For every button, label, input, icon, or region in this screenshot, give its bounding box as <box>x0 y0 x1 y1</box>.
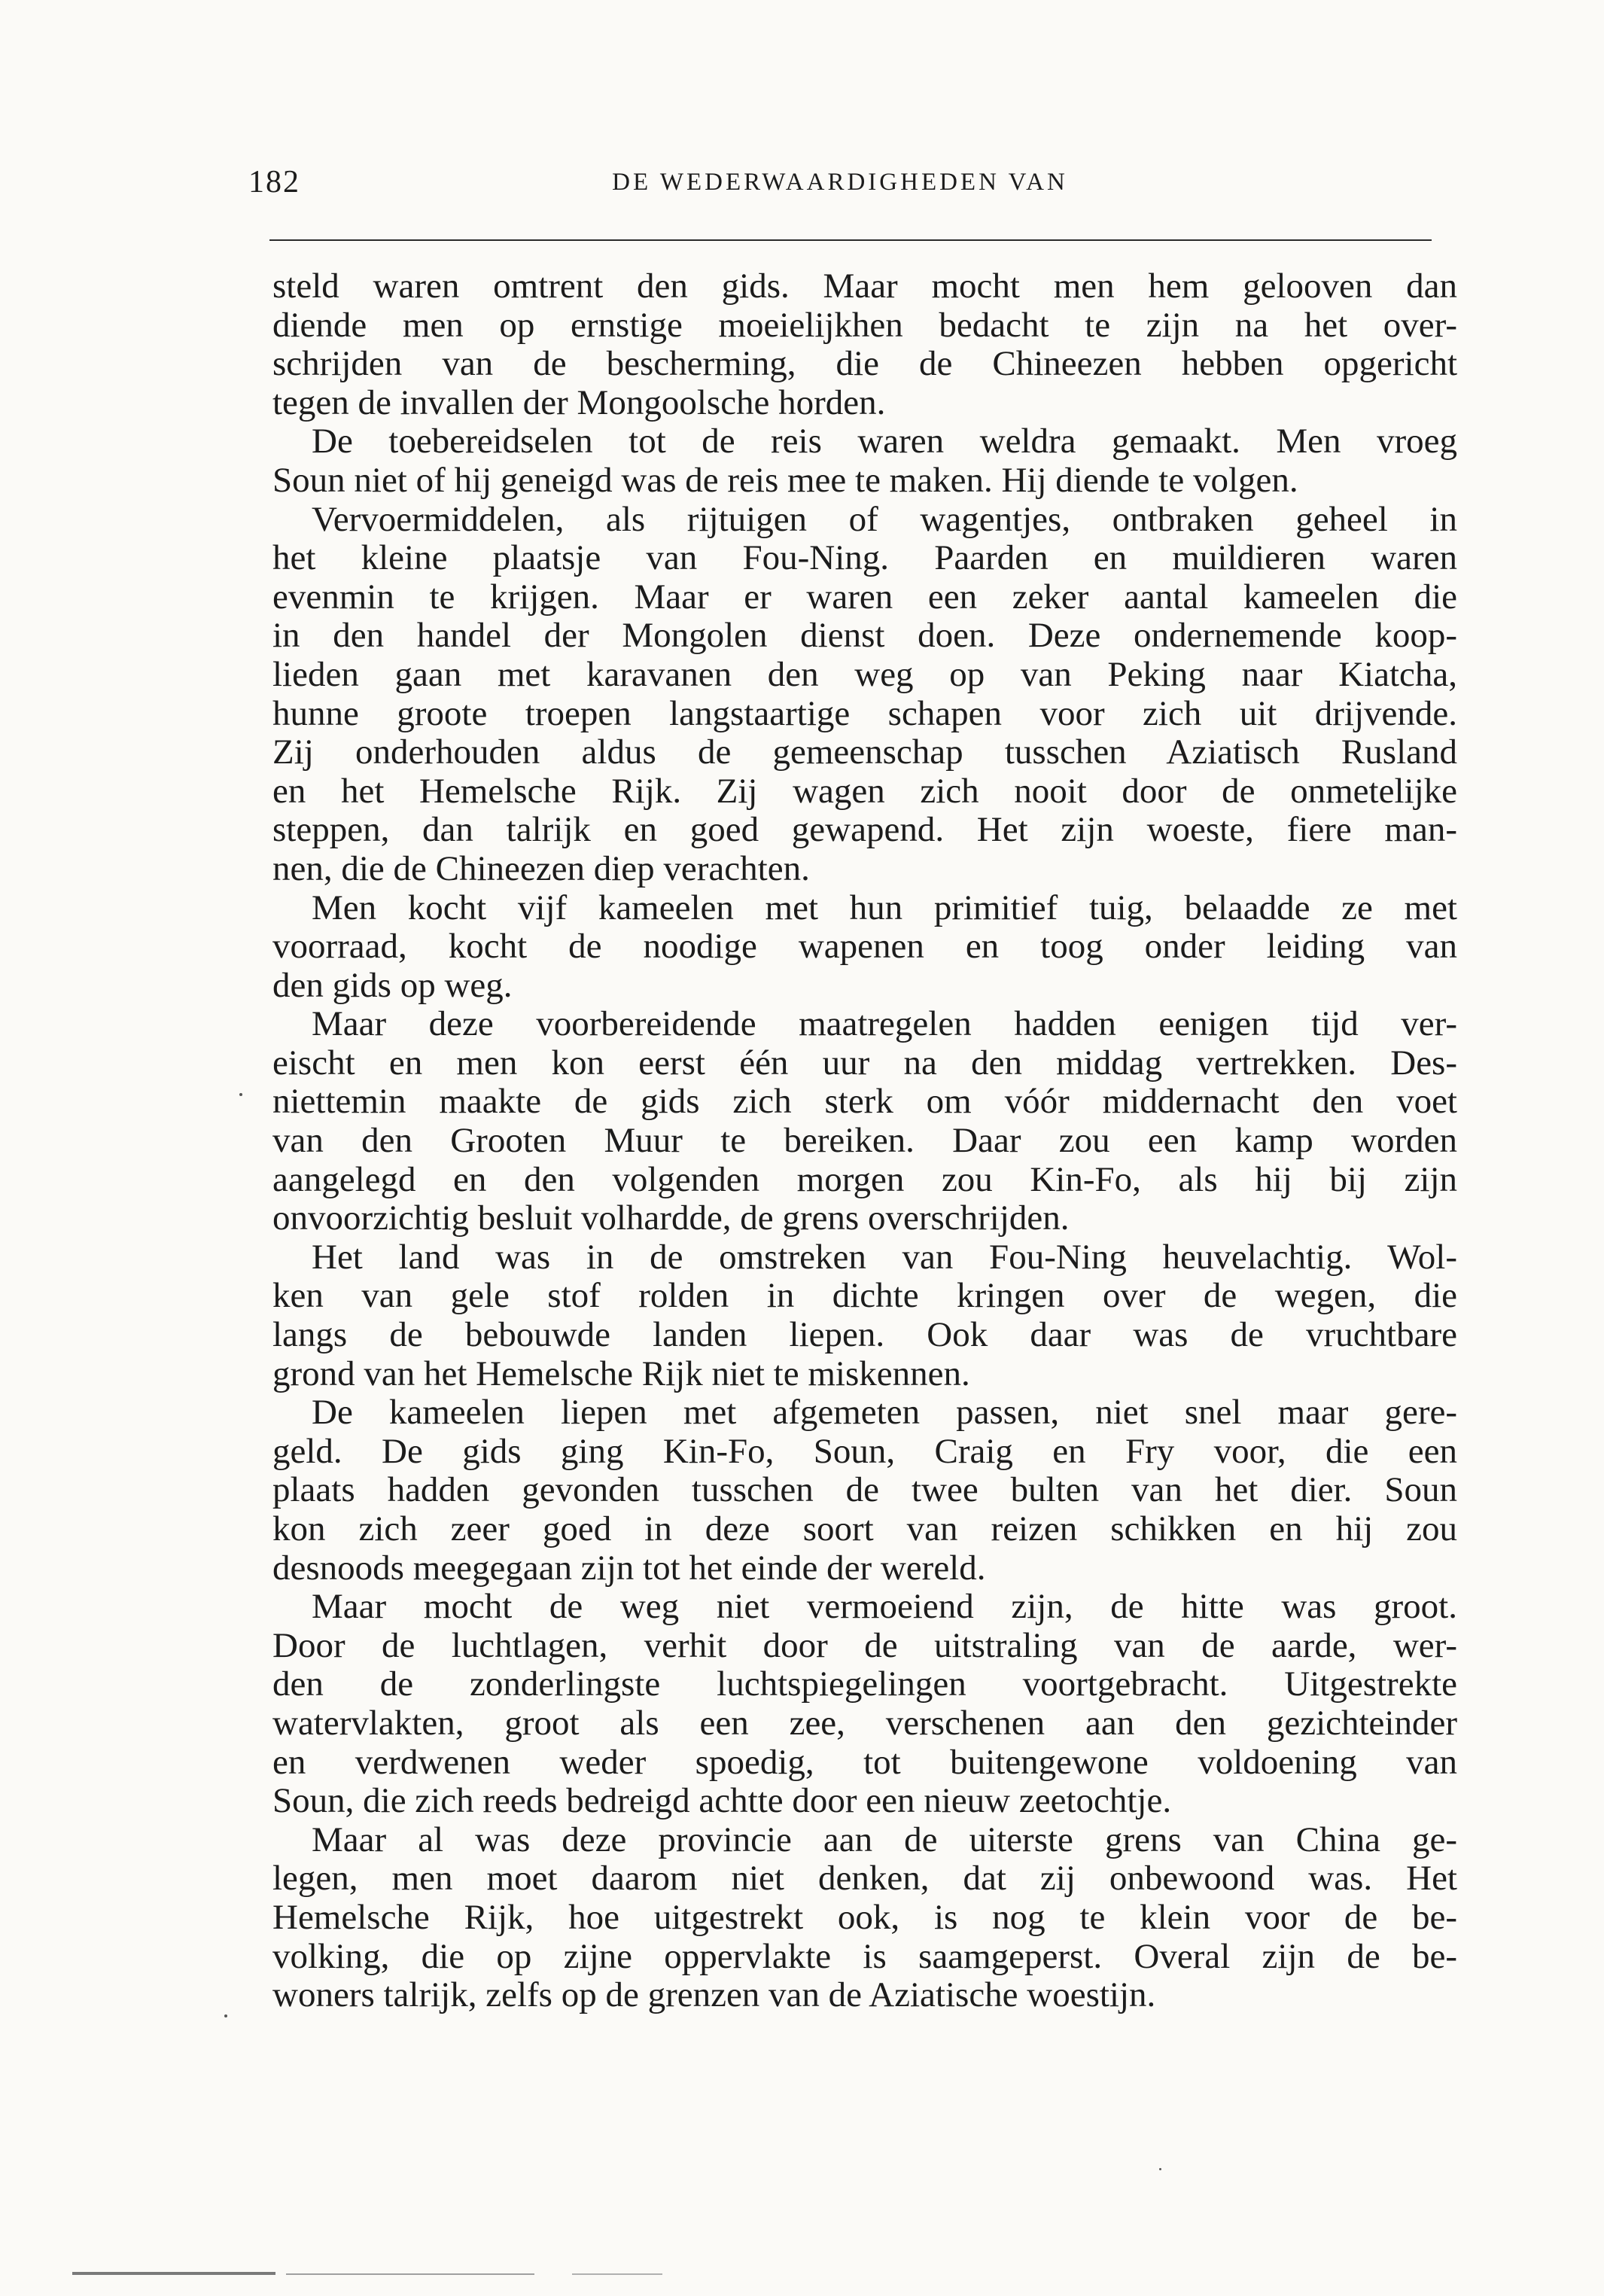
text-line: Soun niet of hij geneigd was de reis mee te maken. Hij diende te volgen. <box>272 460 1298 500</box>
text-line: aangelegd en den volgenden morgen zou Kin-Fo, als hij bij zijn <box>272 1159 1457 1199</box>
text-line: Hemelsche Rijk, hoe uitgestrekt ook, is nog te klein voor de be- <box>272 1897 1457 1937</box>
text-line: desnoods meegegaan zijn tot het einde der wereld. <box>272 1548 986 1588</box>
text-line: niettemin maakte de gids zich sterk om vóór middernacht den voet <box>272 1082 1457 1122</box>
header-rule <box>269 239 1432 241</box>
text-line: diende men op ernstige moeielijkhen bedacht te zijn na het over- <box>272 305 1457 345</box>
text-line: van den Grooten Muur te bereiken. Daar zou een kamp worden <box>272 1121 1457 1161</box>
text-line: kon zich zeer goed in deze soort van reizen schikken en hij zou <box>272 1509 1457 1548</box>
text-line: Maar al was deze provincie aan de uiterste grens van China ge- <box>312 1819 1457 1859</box>
text-line: en het Hemelsche Rijk. Zij wagen zich nooit door de onmetelijke <box>272 771 1457 811</box>
text-line: Vervoermiddelen, als rijtuigen of wagentjes, ontbraken geheel in <box>312 499 1457 539</box>
scan-speck <box>1159 2168 1161 2170</box>
text-line: langs de bebouwde landen liepen. Ook daar was de vruchtbare <box>272 1315 1457 1355</box>
text-line: legen, men moet daarom niet denken, dat zij onbewoond was. Het <box>272 1859 1457 1899</box>
text-line: het kleine plaatsje van Fou-Ning. Paarden en muildieren waren <box>272 538 1457 578</box>
text-line: voorraad, kocht de noodige wapenen en toog onder leiding van <box>272 927 1457 967</box>
text-line: plaats hadden gevonden tusschen de twee bulten van het dier. Soun <box>272 1470 1457 1510</box>
text-line: Door de luchtlagen, verhit door de uitstraling van de aarde, wer- <box>272 1625 1457 1665</box>
text-line: ken van gele stof rolden in dichte kringen over de wegen, die <box>272 1276 1457 1316</box>
text-line: Maar mocht de weg niet vermoeiend zijn, de hitte was groot. <box>312 1587 1457 1627</box>
text-line: Maar deze voorbereidende maatregelen hadden eenigen tijd ver- <box>312 1004 1457 1044</box>
text-line: onvoorzichtig besluit volhardde, de grens overschrijden. <box>272 1198 1070 1238</box>
text-line: hunne groote troepen langstaartige schapen voor zich uit drijvende. <box>272 693 1457 733</box>
scan-edge-mark <box>72 2272 275 2275</box>
text-line: Het land was in de omstreken van Fou-Ning heuvelachtig. Wol- <box>312 1237 1457 1277</box>
body-text <box>272 267 1457 2015</box>
text-line: watervlakten, groot als een zee, verschenen aan den gezichteinder <box>272 1703 1457 1743</box>
running-title: DE WEDERWAARDIGHEDEN VAN <box>612 169 1068 196</box>
text-line: Zij onderhouden aldus de gemeenschap tusschen Aziatisch Rusland <box>272 732 1457 772</box>
scan-edge-mark <box>286 2273 534 2275</box>
text-line: De kameelen liepen met afgemeten passen, niet snel maar gere- <box>312 1393 1457 1433</box>
text-line: steld waren omtrent den gids. Maar mocht men hem gelooven dan <box>272 266 1457 306</box>
text-line: schrijden van de bescherming, die de Chineezen hebben opgericht <box>272 344 1457 384</box>
text-line: woners talrijk, zelfs op de grenzen van de Aziatische woestijn. <box>272 1975 1156 2015</box>
text-line: grond van het Hemelsche Rijk niet te miskennen. <box>272 1354 970 1393</box>
text-line: geld. De gids ging Kin-Fo, Soun, Craig en Fry voor, die een <box>272 1431 1457 1471</box>
text-line: steppen, dan talrijk en goed gewapend. Het zijn woeste, fiere man- <box>272 810 1457 850</box>
text-line: den de zonderlingste luchtspiegelingen voortgebracht. Uitgestrekte <box>272 1664 1457 1704</box>
text-line: den gids op weg. <box>272 965 513 1005</box>
text-line: in den handel der Mongolen dienst doen. Deze ondernemende koop- <box>272 616 1457 656</box>
text-line: tegen de invallen der Mongoolsche horden. <box>272 382 886 422</box>
page-header <box>248 164 1432 209</box>
text-line: eischt en men kon eerst één uur na den middag vertrekken. Des- <box>272 1043 1457 1083</box>
page-number: 182 <box>248 165 300 199</box>
text-line: en verdwenen weder spoedig, tot buitengewone voldoening van <box>272 1742 1457 1782</box>
text-line: Men kocht vijf kameelen met hun primitief tuig, belaadde ze met <box>312 888 1457 927</box>
text-line: De toebereidselen tot de reis waren weldra gemaakt. Men vroeg <box>312 422 1457 461</box>
text-line: evenmin te krijgen. Maar er waren een zeker aantal kameelen die <box>272 577 1457 617</box>
text-line: nen, die de Chineezen diep verachten. <box>272 848 810 888</box>
scan-speck <box>239 1093 242 1096</box>
text-line: volking, die op zijne oppervlakte is saamgeperst. Overal zijn de be- <box>272 1936 1457 1976</box>
text-line: lieden gaan met karavanen den weg op van Peking naar Kiatcha, <box>272 654 1457 694</box>
scan-edge-mark <box>572 2273 662 2275</box>
text-line: Soun, die zich reeds bedreigd achtte door een nieuw zeetochtje. <box>272 1781 1172 1821</box>
scan-speck <box>224 2014 227 2017</box>
